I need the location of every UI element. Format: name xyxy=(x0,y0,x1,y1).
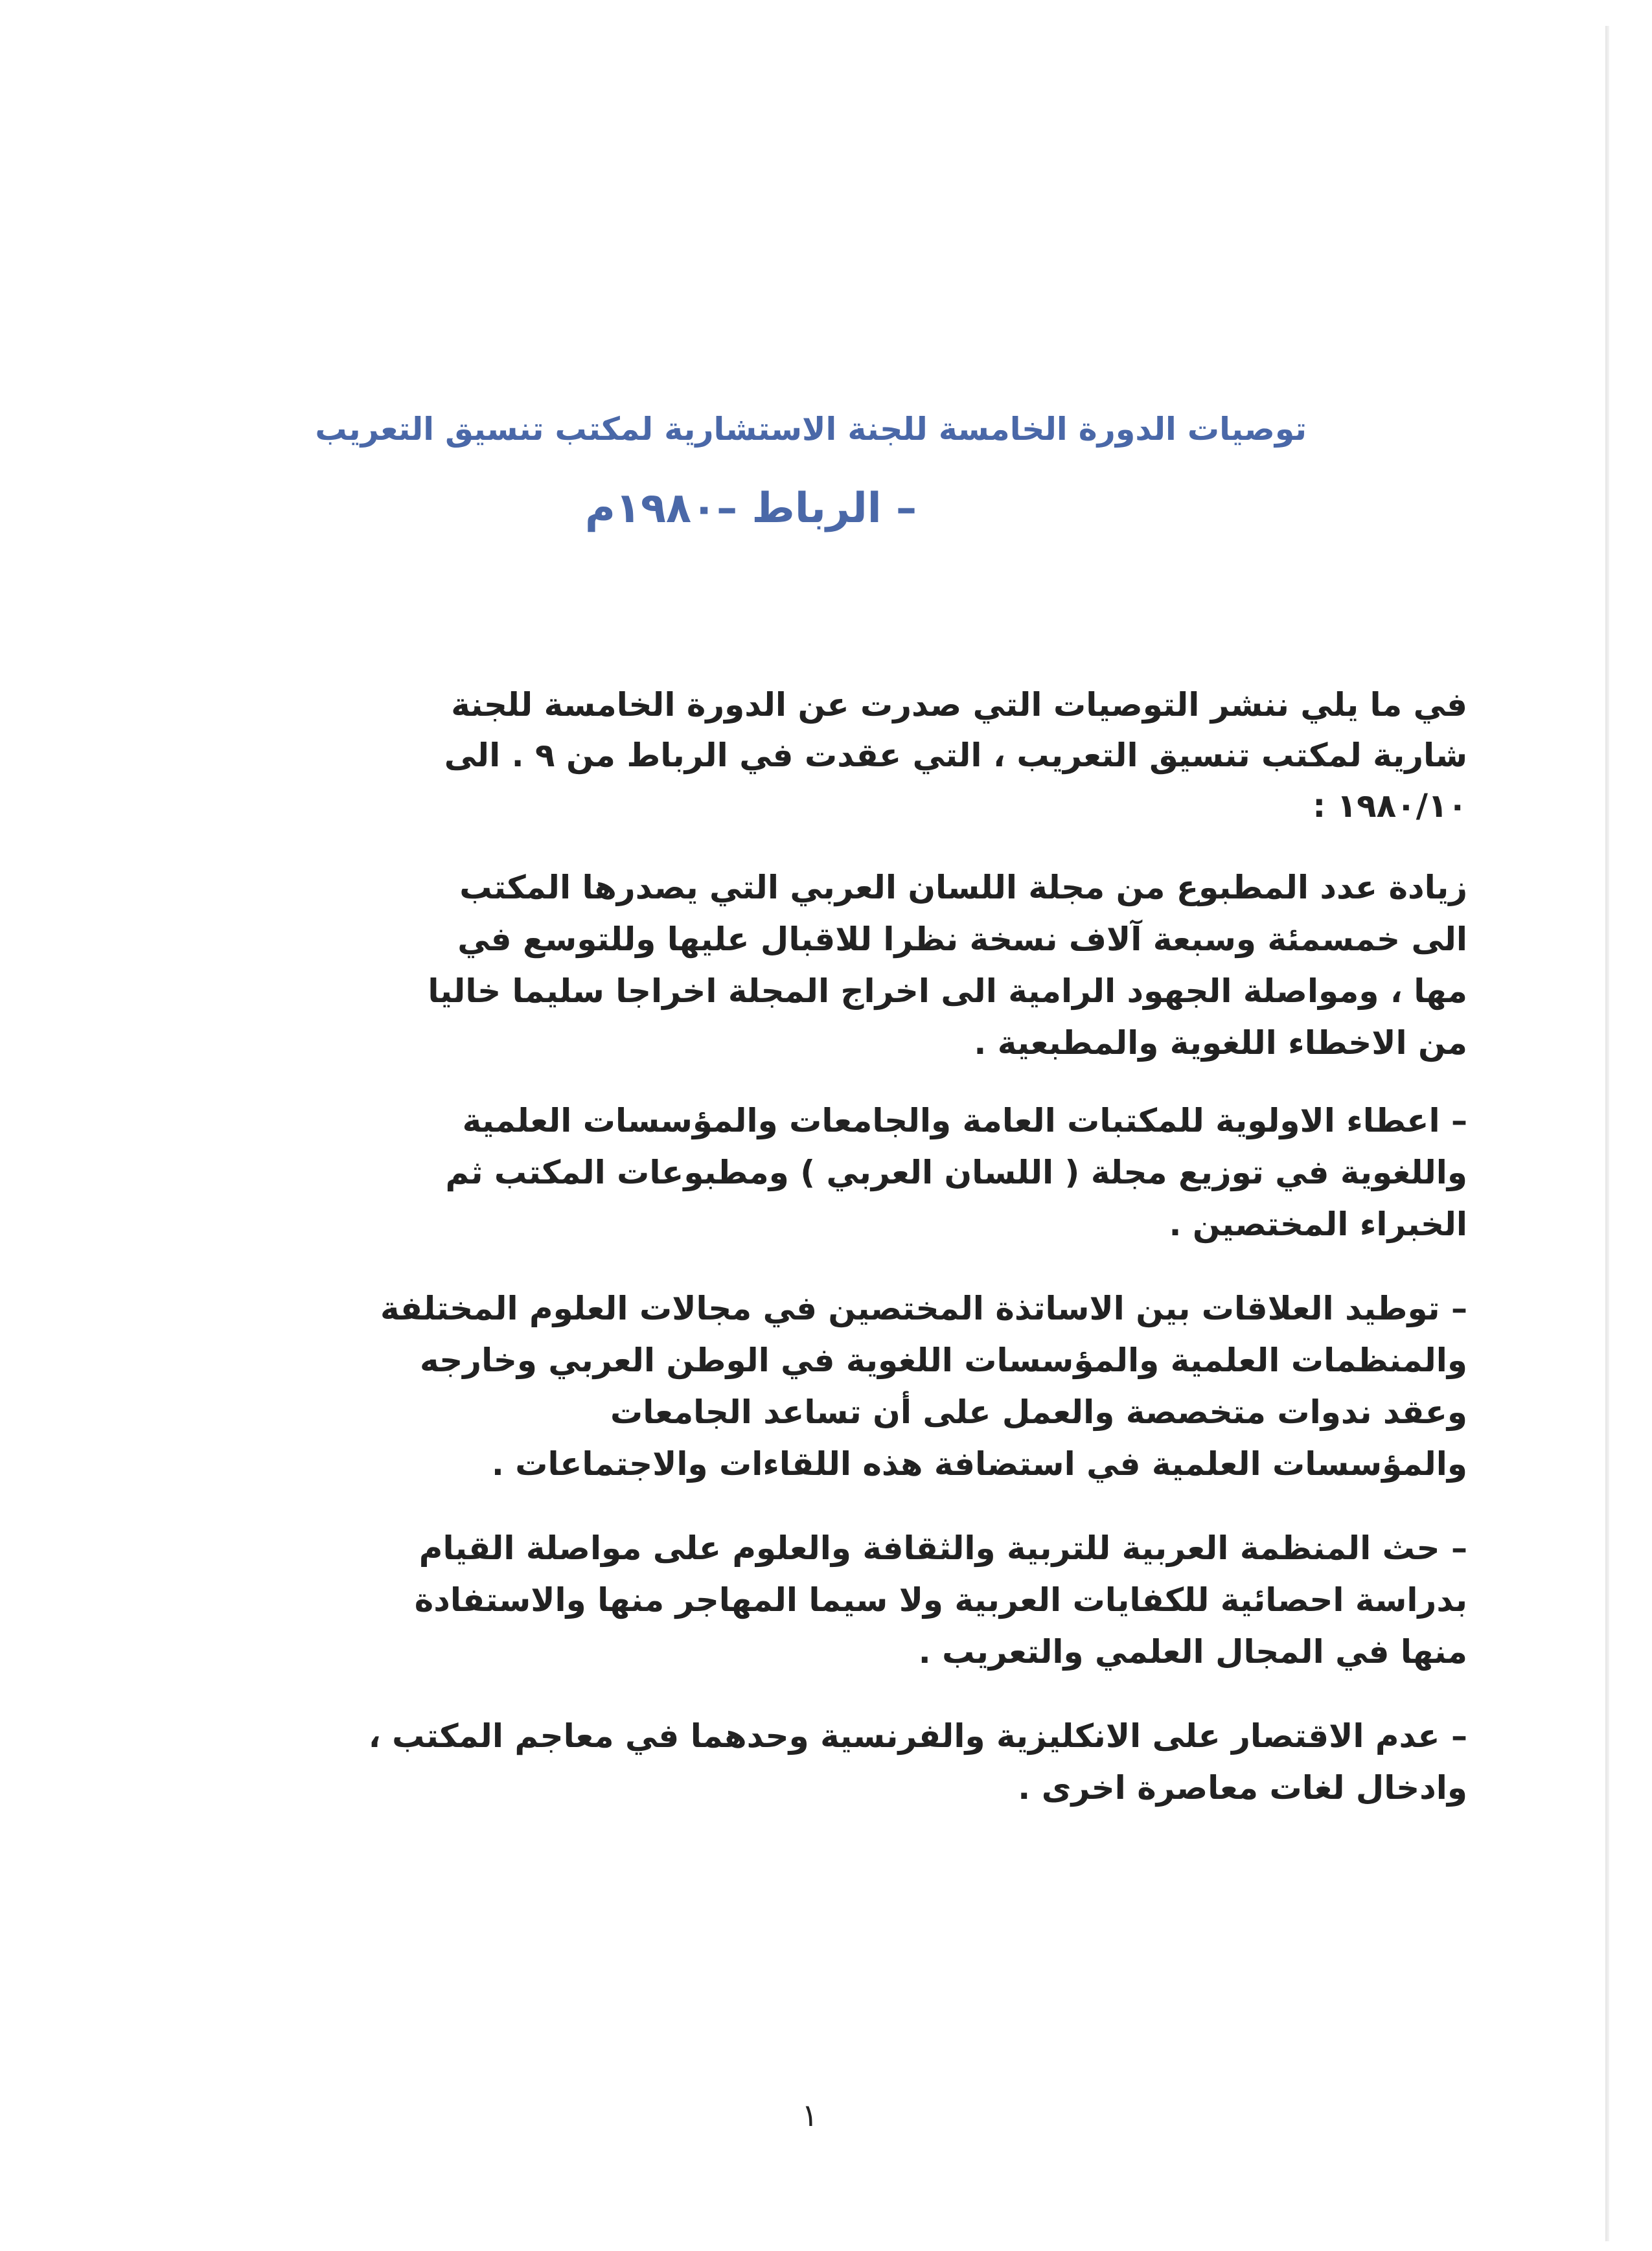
intro-line-2: شارية لمكتب تنسيق التعريب ، التي عقدت في الرباط من ٩ . الى xyxy=(444,737,1467,774)
document-title: توصيات الدورة الخامسة للجنة الاستشارية لمكتب تنسيق التعريب xyxy=(315,411,1307,448)
scan-edge-line xyxy=(1605,26,1609,2241)
recommendation-5-line-1: – عدم الاقتصار على الانكليزية والفرنسية وحدهما في معاجم المكتب ، xyxy=(368,1717,1467,1755)
recommendation-3-line-1: – توطيد العلاقات بين الاساتذة المختصين في مجالات العلوم المختلفة xyxy=(380,1290,1467,1327)
recommendation-3-line-3: وعقد ندوات متخصصة والعمل على أن تساعد الجامعات xyxy=(610,1393,1467,1431)
recommendation-3-line-4: والمؤسسات العلمية في استضافة هذه اللقاءات والاجتماعات . xyxy=(491,1445,1467,1483)
intro-line-3: ١٩٨٠/١٠ : xyxy=(1313,787,1467,825)
recommendation-3-line-2: والمنظمات العلمية والمؤسسات اللغوية في الوطن العربي وخارجه xyxy=(419,1342,1467,1379)
page-number: ١ xyxy=(801,2097,818,2134)
document-subtitle: – الرباط –١٩٨٠م xyxy=(584,485,917,532)
recommendation-1-line-1: زيادة عدد المطبوع من مجلة اللسان العربي التي يصدرها المكتب xyxy=(459,869,1467,906)
recommendation-1-line-3: مها ، ومواصلة الجهود الرامية الى اخراج المجلة اخراجا سليما خاليا xyxy=(428,972,1467,1010)
recommendation-2-line-2: واللغوية في توزيع مجلة ( اللسان العربي ) ومطبوعات المكتب ثم xyxy=(445,1154,1467,1191)
recommendation-2-line-1: – اعطاء الاولوية للمكتبات العامة والجامعات والمؤسسات العلمية xyxy=(462,1102,1467,1139)
recommendation-1-line-2: الى خمسمئة وسبعة آلاف نسخة نظرا للاقبال عليها وللتوسع في xyxy=(457,920,1467,958)
recommendation-4-line-2: بدراسة احصائية للكفايات العربية ولا سيما المهاجر منها والاستفادة xyxy=(414,1581,1467,1619)
recommendation-2-line-3: الخبراء المختصين . xyxy=(1169,1205,1467,1243)
recommendation-5-line-2: وادخال لغات معاصرة اخرى . xyxy=(1018,1769,1467,1807)
recommendation-1-line-4: من الاخطاء اللغوية والمطبعية . xyxy=(974,1024,1467,1062)
intro-line-1: في ما يلي ننشر التوصيات التي صدرت عن الدورة الخامسة للجنة xyxy=(451,686,1467,724)
recommendation-4-line-1: – حث المنظمة العربية للتربية والثقافة والعلوم على مواصلة القيام xyxy=(419,1529,1467,1567)
recommendation-4-line-3: منها في المجال العلمي والتعريب . xyxy=(918,1633,1467,1671)
